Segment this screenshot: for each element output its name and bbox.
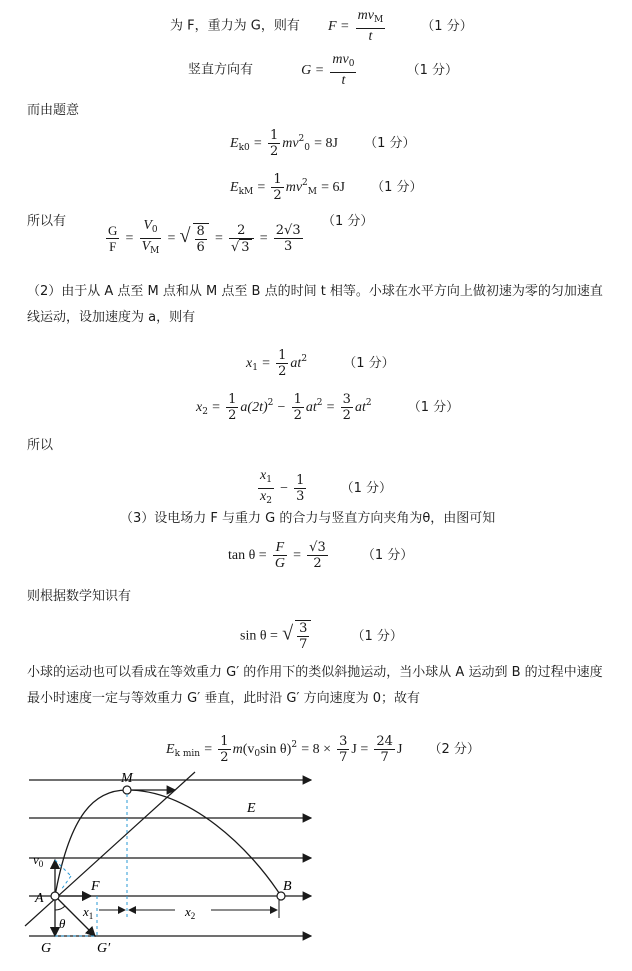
term: = 8 × [301,742,331,757]
paragraph-equivalent-gravity: 小球的运动也可以看成在等效重力 G′ 的作用下的类似斜抛运动，当小球从 A 运动到 B 的过程中速度最小时速度一定与等效重力 G′ 垂直，此时沿 G′ 方向速度为 0；故有 [27,665,603,706]
fraction [226,392,238,423]
numerator: 2√3 [275,223,301,238]
subscript: k0 [238,143,250,153]
term: at [290,356,302,371]
numerator: mv [332,52,349,67]
fraction [292,392,304,423]
score-label: （1 分） [340,481,392,496]
label-M: M [121,771,133,786]
text-given: 而由题意 [27,103,80,118]
eq-lhs: x [196,400,203,415]
subscript: 0 [151,225,158,235]
eq-lhs: sin θ = [240,628,278,644]
text-vertical: 竖直方向有 [188,62,254,78]
fraction [276,348,288,379]
fraction [271,172,283,203]
term: mv [285,180,303,195]
equals: = [214,231,223,246]
denominator: 2 [293,408,302,423]
numerator: 1 [269,128,279,143]
eq-lhs: x [246,356,253,371]
denominator: 3 [284,239,293,254]
eq-lhs: E [230,180,239,195]
label-G: G [41,941,52,956]
score-label: （1 分） [351,628,403,644]
equation-x1 [246,348,395,379]
text-math-knowledge: 则根据数学知识有 [27,589,132,604]
sqrt-sign: √ [179,225,191,247]
eq-lhs: E [166,742,175,757]
equals: = [326,400,335,415]
superscript: 2 [302,178,308,188]
term: at [305,400,317,415]
label-x2-main: x [185,904,191,919]
fraction [356,8,386,44]
fraction [330,52,356,88]
term: at [354,400,366,415]
eq-lhs: G = [301,62,325,78]
text-intro-f: 为 F，重力为 G，则有 [170,18,300,34]
fraction-root [193,223,209,255]
equals: = [253,136,262,151]
denominator: 2 [228,408,237,423]
label-v0 [33,852,44,869]
superscript: 2 [267,398,274,408]
equals: = [262,356,270,371]
fraction-root3-2 [307,540,328,571]
paragraph-part3: （3）设电场力 F 与重力 G 的合力与竖直方向夹角为θ，由图可知 [120,511,496,526]
sqrt-sign: √ [282,622,294,645]
numerator: 24 [376,734,393,749]
subscript: 0 [254,749,261,759]
denominator: t [341,73,346,88]
term: J = [351,742,369,757]
score-label: （1 分） [322,214,374,229]
fraction [341,392,353,423]
fraction-3-7 [295,620,311,652]
fraction-FG [273,540,287,571]
score-label: （1 分） [343,356,395,371]
equation-x2 [196,392,459,423]
denominator: t [368,29,373,44]
eq-lhs: tan θ = [228,548,267,563]
physics-diagram [15,768,355,968]
numerator: 8 [196,223,205,239]
numerator: 3 [342,392,351,407]
fraction-24-7 [374,734,395,765]
equals: = [125,231,134,246]
equation-ratio-GF [104,218,305,259]
fraction-x [258,468,274,509]
numerator: 1 [220,734,229,749]
denominator: 7 [380,750,389,765]
equation-Ekmin [166,734,480,765]
subscript: k min [174,749,201,759]
fraction [218,734,230,765]
fraction [268,128,280,159]
denominator: 2 [313,556,322,571]
score-label: （1 分） [364,136,416,151]
denominator: 7 [299,637,308,652]
superscript: 2 [316,398,323,408]
subscript: M [373,15,384,25]
label-x1-main: x [83,904,89,919]
numerator: √3 [309,540,326,555]
text-so: 所以 [27,438,54,453]
equation-tan [228,540,413,571]
fraction-2root3-3 [274,223,303,254]
theta-arc [55,906,65,910]
equals: = [167,231,176,246]
term: mv [282,136,299,151]
denominator: 7 [339,750,348,765]
numerator: 1 [293,392,302,407]
denominator: 2 [278,364,287,379]
term: sin θ) [260,742,292,757]
numerator: 1 [228,392,237,407]
term: a(2t) [240,400,268,415]
subscript: 1 [266,475,272,485]
numerator: F [275,540,285,555]
denominator: x [260,489,267,504]
denominator: 2 [220,750,229,765]
label-x1 [82,904,93,921]
equals: = [212,400,220,415]
denominator: G [274,556,285,571]
minus: − [277,400,286,415]
point-A [51,892,59,900]
denominator: 2 [273,188,282,203]
eq-lhs: F = [327,18,350,34]
numerator: 1 [278,348,287,363]
equation-G [188,52,458,88]
label-x2-sub: 2 [190,911,196,921]
minus: − [280,481,288,496]
numerator: 3 [339,734,348,749]
denominator: 6 [196,239,205,255]
fraction-1-3 [294,473,306,504]
label-A: A [35,891,44,906]
label-x2 [184,904,195,921]
equation-F [170,8,473,44]
equals: = [204,742,213,757]
subscript: 1 [252,363,258,373]
label-G-prime: G′ [97,941,111,956]
subscript: 0 [304,143,311,153]
denominator: 3 [296,489,305,504]
denominator: 2 [269,144,279,159]
paragraph-part2: （2）由于从 A 点至 M 点和从 M 点至 B 点的时间 t 相等。小球在水平方向上做初速为零的匀加速直线运动，设加速度为 a，则有 [27,284,603,325]
equation-sin [240,620,403,652]
term: (v [242,742,255,757]
numerator: V [143,218,152,233]
label-v0-sub: 0 [38,859,44,869]
resultant-line [25,772,195,926]
superscript: 2 [298,134,305,144]
score-label: （1 分） [371,180,423,195]
denominator: F [109,239,117,254]
label-theta: θ [59,916,66,931]
denominator: √ 3 [231,239,250,255]
subscript: kM [238,187,254,197]
equation-x-ratio [256,468,392,509]
numerator: x [260,468,267,483]
label-F: F [91,879,100,894]
unit: J [396,742,403,757]
score-label: （1 分） [406,62,458,78]
subscript: M [150,246,160,256]
numerator: 2 [229,223,254,239]
subscript: 2 [202,407,208,417]
numerator: G [108,223,118,238]
numerator: 1 [273,172,282,187]
point-M [123,786,131,794]
score-label: （1 分） [361,548,414,563]
term: m [232,742,243,757]
equals: = [259,231,268,246]
equation-Ek0 [230,128,416,159]
numerator: mv [357,8,374,23]
superscript: 2 [291,740,298,750]
subscript: 2 [266,496,272,506]
denominator: 2 [342,408,351,423]
eq-lhs: E [230,136,239,151]
numerator: 3 [299,621,308,636]
superscript: 2 [365,398,372,408]
eq-rhs: = 8J [314,136,338,151]
text-therefore: 所以有 [27,214,67,229]
radicand: 3 [241,239,250,255]
superscript: 2 [301,354,308,364]
fraction-3-7 [337,734,349,765]
subscript: 0 [348,59,355,69]
numerator: 1 [296,473,305,488]
fraction-GF [106,223,119,254]
eq-rhs: = 6J [321,180,345,195]
fraction-2-root3 [229,223,254,255]
dashed-helper [61,876,71,890]
score-label: （1 分） [407,400,460,415]
equation-EkM [230,172,423,203]
score-label: （1 分） [421,18,473,34]
label-B: B [283,879,292,894]
label-x1-sub: 1 [88,911,94,921]
subscript: M [307,187,317,197]
label-v0-main: v [33,852,39,867]
denominator: V [141,239,151,254]
equals: = [257,180,266,195]
equals: = [293,548,302,563]
score-label: （2 分） [428,742,480,757]
label-E: E [247,801,256,816]
fraction-V [140,218,162,259]
